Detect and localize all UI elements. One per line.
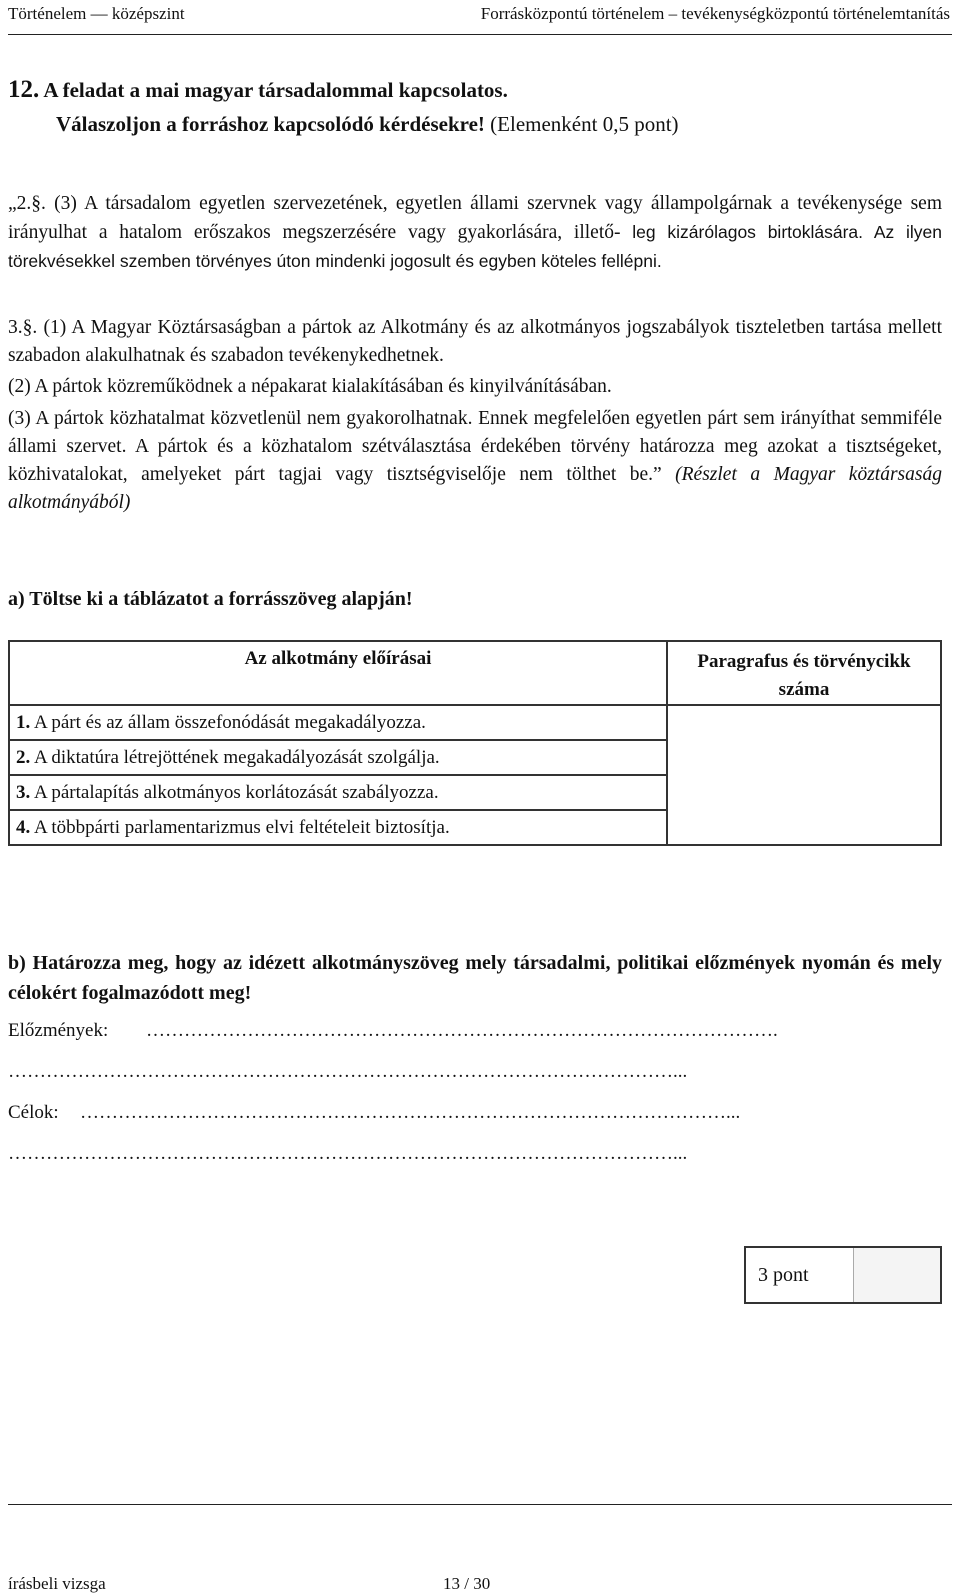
provision-cell bbox=[9, 775, 667, 810]
page-number: 13 / 30 bbox=[443, 1574, 491, 1593]
row-number: 1. bbox=[16, 711, 31, 733]
score-entry-cell[interactable] bbox=[853, 1248, 940, 1302]
source-text: (3) A pártok közhatalmat közvetlenül nem gyakorolhatnak. Ennek megfelelően egyetlen párt sem irányíthat semmiféle állami szervet. A pártok és a közhatalom szétválasztása érdekében törvény határozza meg azokat a tisztségeket, közhivatalokat, amelyeket párt tagjai vagy tisztségviselője nem tölthet be.” bbox=[8, 408, 942, 485]
provision-cell bbox=[9, 740, 667, 775]
question-a: a) Töltse ki a táblázatot a forrásszöveg alapján! bbox=[8, 588, 413, 610]
source-paragraph-1 bbox=[8, 190, 942, 276]
provision-cell bbox=[9, 705, 667, 740]
footer-exam-type: írásbeli vizsga bbox=[8, 1574, 106, 1593]
source-paragraph-2: 3.§. (1) A Magyar Köztársaságban a pártok az Alkotmány és az alkotmányos jogszabályok tiszteletben tartása mellett szabadon alakulhatnak és szabadon tevékenykedhetnek. bbox=[8, 317, 942, 366]
task-instructions bbox=[56, 110, 679, 138]
row-number: 2. bbox=[16, 746, 31, 768]
table-row bbox=[9, 705, 941, 740]
table-header-provisions: Az alkotmány előírásai bbox=[9, 641, 667, 705]
header-title: Forrásközpontú történelem – tevékenységközpontú történelemtanítás bbox=[480, 4, 950, 23]
answer-cell[interactable] bbox=[667, 705, 941, 845]
header-subject: Történelem — középszint bbox=[8, 4, 185, 23]
row-text: A többpárti parlamentarizmus elvi feltételeit biztosítja. bbox=[30, 816, 450, 838]
row-text: A pártalapítás alkotmányos korlátozását szabályozza. bbox=[30, 781, 439, 803]
answer-line-elozmenyek-2[interactable]: ……………………………………………………………………………………………... bbox=[8, 1061, 688, 1082]
source-paragraph-4 bbox=[8, 405, 942, 517]
row-number: 4. bbox=[16, 816, 31, 838]
score-label: 3 pont bbox=[758, 1264, 809, 1286]
source-citation: (Részlet a Magyar köztársaság alkotmányából) bbox=[8, 464, 942, 513]
task-title-text: A feladat a mai magyar társadalommal kapcsolatos. bbox=[43, 78, 508, 102]
celok-label: Célok: bbox=[8, 1102, 59, 1123]
source-text-sans: leg kizárólagos birtoklására. Az ilyen törekvésekkel szemben törvényes úton mindenki jogosult és egyben köteles fellépni. bbox=[8, 222, 943, 271]
task-number: 12. bbox=[8, 76, 40, 103]
answer-line-celok[interactable]: …………………………………………………………………………………………... bbox=[80, 1102, 741, 1123]
score-box bbox=[744, 1246, 942, 1304]
task-points-note: (Elemenként 0,5 pont) bbox=[484, 112, 679, 136]
row-number: 3. bbox=[16, 781, 31, 803]
row-text: A párt és az állam összefonódását megakadályozza. bbox=[30, 711, 426, 733]
provision-cell bbox=[9, 810, 667, 845]
answer-table bbox=[8, 640, 942, 846]
footer-divider bbox=[8, 1504, 952, 1505]
header-divider bbox=[8, 34, 952, 35]
source-text-serif: „2.§. (3) A társadalom egyetlen szervezetének, egyetlen állami szervnek vagy állampolgárnak a tevékenysége sem irányulhat a hatalom erőszakos megszerzésére vagy gyakorlására, illető- bbox=[8, 193, 942, 243]
elozmenyek-label: Előzmények: bbox=[8, 1020, 109, 1041]
question-b: b) Határozza meg, hogy az idézett alkotmányszöveg mely társadalmi, politikai előzmények nyomán és mely célokért fogalmazódott meg! bbox=[8, 952, 942, 1004]
table-header-paragraph: Paragrafus és törvénycikk száma bbox=[667, 641, 941, 705]
task-instruction-bold: Válaszoljon a forráshoz kapcsolódó kérdésekre! bbox=[56, 112, 485, 136]
task-title bbox=[8, 76, 508, 104]
row-text: A diktatúra létrejöttének megakadályozását szolgálja. bbox=[30, 746, 440, 768]
answer-line-elozmenyek[interactable]: ………………………………………………………………………………………. bbox=[146, 1020, 778, 1041]
answer-line-celok-2[interactable]: ……………………………………………………………………………………………... bbox=[8, 1143, 688, 1164]
source-paragraph-3: (2) A pártok közreműködnek a népakarat kialakításában és kinyilvánításában. bbox=[8, 376, 612, 397]
